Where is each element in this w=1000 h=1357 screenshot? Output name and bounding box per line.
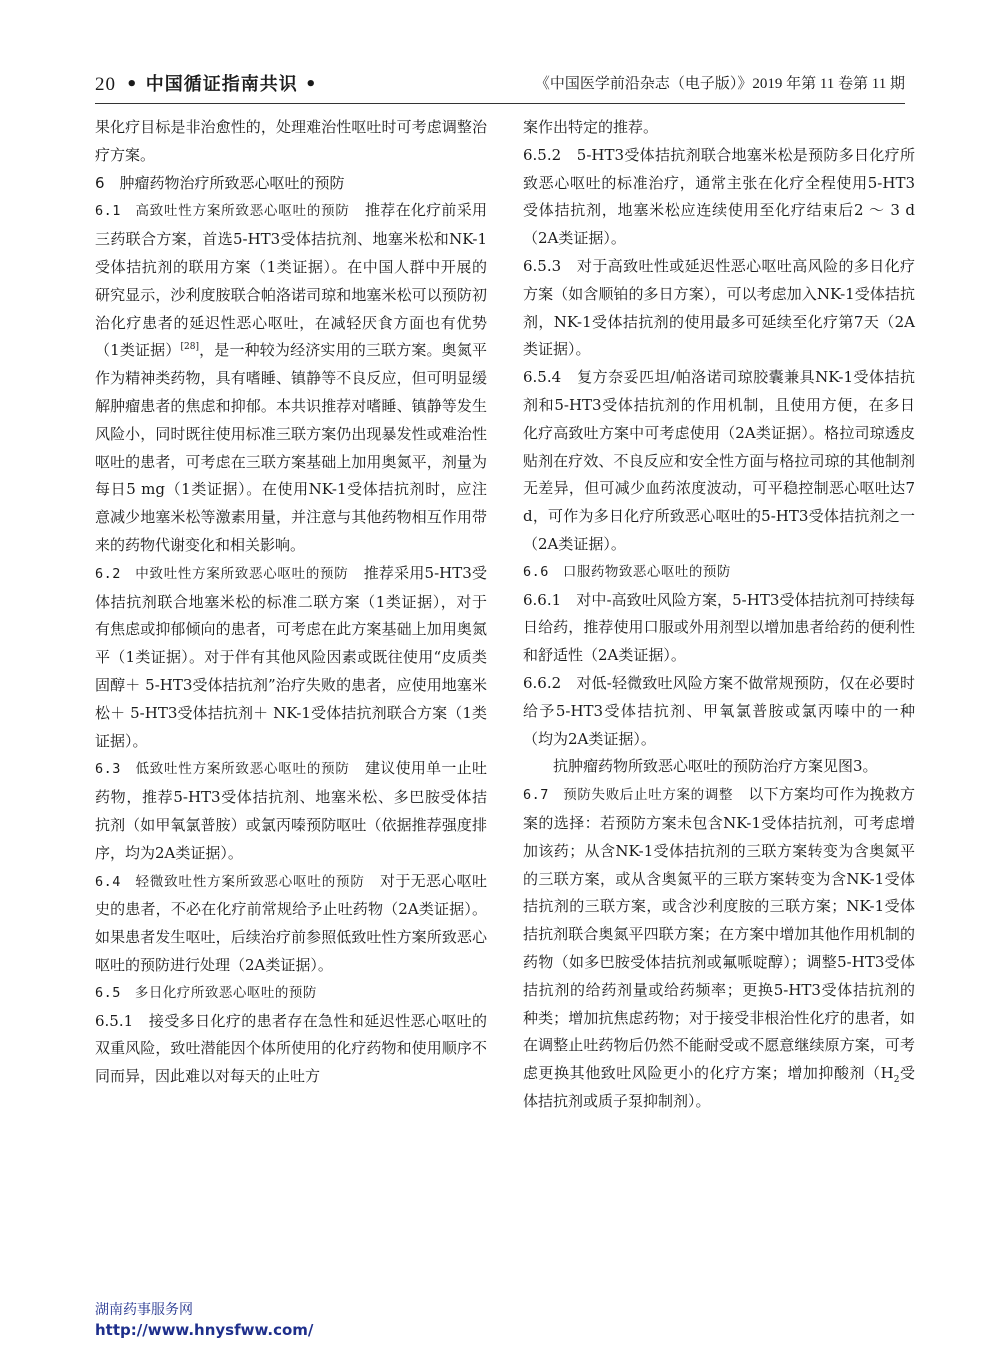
section-title: • 中国循证指南共识 •: [126, 74, 318, 95]
paragraph: 6.7 预防失败后止吐方案的调整 以下方案均可作为挽救方案的选择：若预防方案未包含NK-1受体拮抗剂，可考虑增加该药；从含NK-1受体拮抗剂的三联方案转变为含奥氮平的三联方案，或从含奥氮平的三联方案转变为含NK-1受体拮抗剂的三联方案，或含沙利度胺的三联方案；NK-1受体拮抗剂联合奥氮平四联方案；在方案中增加其他作用机制的药物（如多巴胺受体拮抗剂或氟哌啶醇）；调整5-HT3受体拮抗剂的给药剂量或给药频率；更换5-HT3受体拮抗剂的种类；增加抗焦虑药物；对于接受非根治性化疗的患者，如在调整止吐药物后仍然不能耐受或不愿意继续原方案，可考虑更换其他致吐风险更小的化疗方案；增加抑酸剂（$H_2$受体拮抗剂或质子泵抑制剂）。: [523, 785, 915, 1110]
subsection-title: 6.6 口服药物致恶心呕吐的预防: [523, 563, 731, 580]
site-name: 湖南药事服务网: [95, 1302, 193, 1318]
right-column: [523, 114, 915, 1116]
subsection-title: 6.2 中致吐性方案所致恶心呕吐的预防: [95, 565, 349, 582]
page-number: 20: [95, 74, 116, 95]
paragraph: 6.5.1 接受多日化疗的患者存在急性和延迟性恶心呕吐的双重风险，致吐潜能因个体所使用的化疗药物和使用顺序不同而异，因此难以对每天的止吐方: [95, 1011, 487, 1086]
paragraph: 6.5.2 5-HT3受体拮抗剂联合地塞米松是预防多日化疗所致恶心呕吐的标准治疗，通常主张在化疗全程使用5-HT3受体拮抗剂，地塞米松应连续使用至化疗结束后2 ～ 3 d（2A类证据）。: [523, 145, 915, 248]
subsection-title: 6.5 多日化疗所致恶心呕吐的预防: [95, 984, 317, 1001]
paragraph: 6.6.2 对低-轻微致吐风险方案不做常规预防，仅在必要时给予5-HT3受体拮抗剂、甲氧氯普胺或氯丙嗪中的一种（均为2A类证据）。: [523, 673, 915, 748]
running-header-left: [95, 70, 318, 96]
footer-watermark: [95, 1300, 313, 1340]
figure-reference: 抗肿瘤药物所致恶心呕吐的预防治疗方案见图3。: [553, 757, 878, 776]
header-rule: [95, 103, 905, 104]
paragraph: 果化疗目标是非治愈性的，处理难治性呕吐时可考虑调整治疗方案。: [95, 118, 487, 164]
subsection-title: 6.3 低致吐性方案所致恶心呕吐的预防: [95, 761, 350, 778]
paragraph: 6.5.3 对于高致吐性或延迟性恶心呕吐高风险的多日化疗方案（如含顺铂的多日方案），可以考虑加入NK-1受体拮抗剂，NK-1受体拮抗剂的使用最多可延续至化疗第7天（2A类证据）。: [523, 256, 915, 359]
left-column: [95, 114, 487, 1091]
subsection-title: 6.1 高致吐性方案所致恶心呕吐的预防: [95, 203, 350, 220]
paragraph: 案作出特定的推荐。: [523, 118, 659, 136]
citation-ref: [28]: [180, 342, 199, 353]
paragraph: 6.2 中致吐性方案所致恶心呕吐的预防 推荐采用5-HT3受体拮抗剂联合地塞米松的标准二联方案（1类证据），对于有焦虑或抑郁倾向的患者，可考虑在此方案基础上加用奥氮平（1类证据）。对于伴有其他风险因素或既往使用“皮质类固醇＋ 5-HT3受体拮抗剂”治疗失败的患者，应使用地塞米松＋ 5-HT3受体拮抗剂＋ NK-1受体拮抗剂联合方案（1类证据）。: [95, 563, 487, 750]
subsection-title: 6.4 轻微致吐性方案所致恶心呕吐的预防: [95, 873, 365, 890]
paragraph: 6.6.1 对中-高致吐风险方案，5-HT3受体拮抗剂可持续每日给药，推荐使用口服或外用剂型以增加患者给药的便利性和舒适性（2A类证据）。: [523, 590, 915, 665]
paragraph: 6.3 低致吐性方案所致恶心呕吐的预防 建议使用单一止吐药物，推荐5-HT3受体拮抗剂、地塞米松、多巴胺受体拮抗剂（如甲氧氯普胺）或氯丙嗪预防呕吐（依据推荐强度排序，均为2A类证据）。: [95, 759, 487, 862]
paragraph: 6.4 轻微致吐性方案所致恶心呕吐的预防 对于无恶心呕吐史的患者，不必在化疗前常规给予止吐药物（2A类证据）。如果患者发生呕吐，后续治疗前参照低致吐性方案所致恶心呕吐的预防进行处理（2A类证据）。: [95, 871, 487, 974]
paragraph: 6.5.4 复方奈妥匹坦/帕洛诺司琼胶囊兼具NK-1受体拮抗剂和5-HT3受体拮抗剂的作用机制，且使用方便，在多日化疗高致吐方案中可考虑使用（2A类证据）。格拉司琼透皮贴剂在疗效、不良反应和安全性方面与格拉司琼的其他制剂无差异，但可减少血药浓度波动，可平稳控制恶心呕吐达7 d，可作为多日化疗所致恶心呕吐的5-HT3受体拮抗剂之一（2A类证据）。: [523, 368, 915, 553]
site-url-link[interactable]: http://www.hnysfww.com/: [95, 1321, 314, 1339]
section-heading: 6 肿瘤药物治疗所致恶心呕吐的预防: [95, 173, 345, 192]
subsection-title: 6.7 预防失败后止吐方案的调整: [523, 787, 734, 804]
paragraph: 6.1 高致吐性方案所致恶心呕吐的预防 推荐在化疗前采用三药联合方案，首选5-HT3受体拮抗剂、地塞米松和NK-1受体拮抗剂的联用方案（1类证据）。在中国人群中开展的研究显示，沙利度胺联合帕洛诺司琼和地塞米松可以预防初治化疗患者的延迟性恶心呕吐，在减轻厌食方面也有优势（1类证据）[28]，是一种较为经济实用的三联方案。奥氮平作为精神类药物，具有嗜睡、镇静等不良反应，但可明显缓解肿瘤患者的焦虑和抑郁。本共识推荐对嗜睡、镇静等发生风险小，同时既往使用标准三联方案仍出现暴发性或难治性呕吐的患者，可考虑在三联方案基础上加用奥氮平，剂量为每日5 mg（1类证据）。在使用NK-1受体拮抗剂时，应注意减少地塞米松等激素用量，并注意与其他药物相互作用带来的药物代谢变化和相关影响。: [95, 201, 487, 554]
journal-citation: 《中国医学前沿杂志（电子版）》2019 年第 11 卷第 11 期: [534, 76, 905, 92]
